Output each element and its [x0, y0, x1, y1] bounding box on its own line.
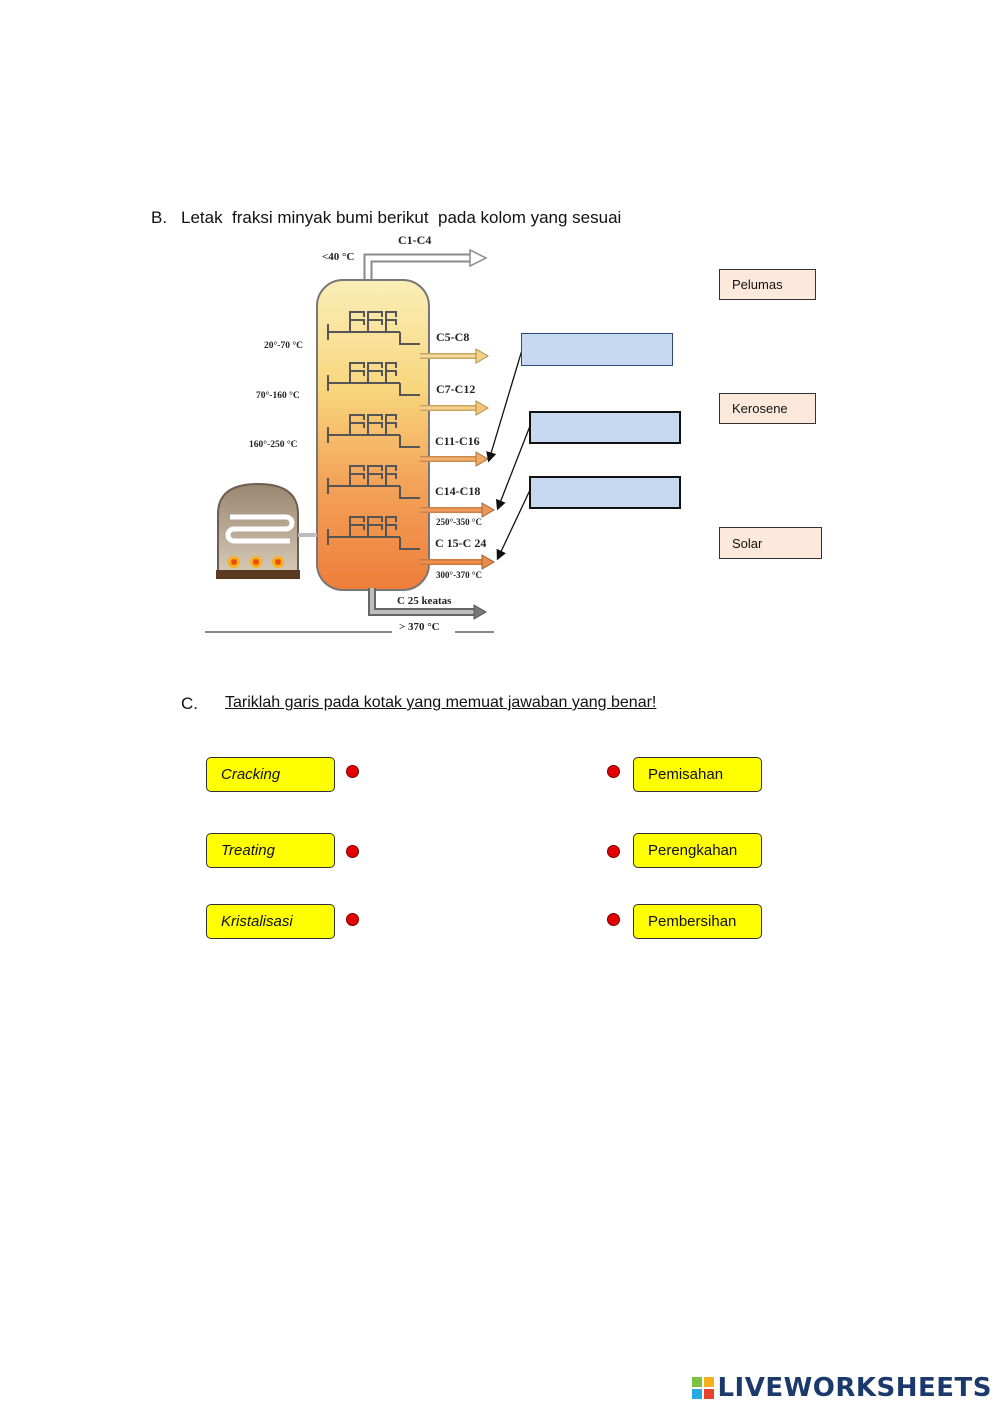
match-right-perengkahan[interactable]: Perengkahan	[633, 833, 762, 868]
option-kerosene[interactable]: Kerosene	[719, 393, 816, 424]
match-left-cracking[interactable]: Cracking	[206, 757, 335, 792]
section-b-letter: B.	[151, 208, 168, 227]
temp-label-1: 20°-70 °C	[264, 341, 303, 351]
bottom-temp-label: > 370 °C	[399, 621, 440, 633]
bottom-fraction-label: C 25 keatas	[397, 595, 452, 607]
match-dot-icon[interactable]	[346, 913, 359, 926]
match-dot-icon[interactable]	[346, 845, 359, 858]
arrow-icon	[498, 426, 530, 508]
option-pelumas[interactable]: Pelumas	[719, 269, 816, 300]
fraction-label-2: C7-C12	[436, 382, 476, 396]
liveworksheets-logo-icon	[692, 1377, 714, 1399]
match-right-pemisahan[interactable]: Pemisahan	[633, 757, 762, 792]
drop-box-3[interactable]	[529, 476, 681, 509]
section-b-instruction: Letak fraksi minyak bumi berikut pada kolom yang sesuai	[181, 208, 622, 227]
furnace-icon	[216, 484, 317, 579]
match-dot-icon[interactable]	[607, 845, 620, 858]
match-right-pembersihan[interactable]: Pembersihan	[633, 904, 762, 939]
brand-name: LIVEWORKSHEETS	[717, 1373, 992, 1403]
fraction-label-4: C14-C18	[435, 484, 481, 498]
arrow-icon	[489, 350, 522, 460]
fraction-label-3: C11-C16	[435, 434, 480, 448]
top-fraction-label: C1-C4	[398, 233, 432, 247]
arrow-icon	[498, 490, 530, 558]
match-dot-icon[interactable]	[607, 765, 620, 778]
section-c-letter: C.	[181, 694, 198, 713]
fraction-label-1: C5-C8	[436, 330, 470, 344]
drop-box-2[interactable]	[529, 411, 681, 444]
connector-arrows	[480, 330, 540, 570]
section-c-instruction: Tariklah garis pada kotak yang memuat jawaban yang benar!	[225, 694, 657, 711]
top-outlet-pipe	[368, 250, 486, 284]
temp-label-3: 160°-250 °C	[249, 440, 298, 450]
fraction-label-5: C 15-C 24	[435, 536, 487, 550]
temp-label-4: 250°-350 °C	[436, 517, 482, 527]
temp-label-5: 300°-370 °C	[436, 570, 482, 580]
tower-diagram	[200, 232, 510, 642]
match-left-treating[interactable]: Treating	[206, 833, 335, 868]
top-temp-label: <40 °C	[322, 251, 355, 263]
match-dot-icon[interactable]	[607, 913, 620, 926]
match-dot-icon[interactable]	[346, 765, 359, 778]
brand-logo	[692, 1373, 992, 1403]
option-solar[interactable]: Solar	[719, 527, 822, 559]
match-left-kristalisasi[interactable]: Kristalisasi	[206, 904, 335, 939]
temp-label-2: 70°-160 °C	[256, 391, 300, 401]
drop-box-1[interactable]	[521, 333, 673, 366]
